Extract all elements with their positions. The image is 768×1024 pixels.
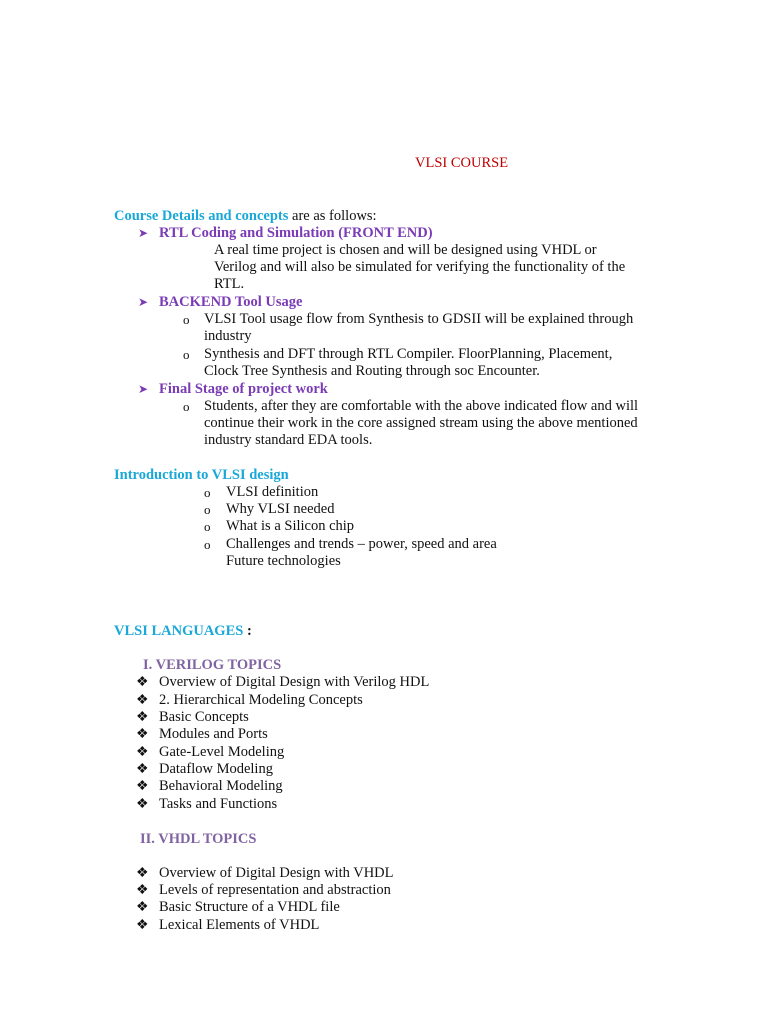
- diamond-bullet-icon: ❖: [136, 762, 149, 777]
- diamond-bullet-icon: ❖: [136, 883, 149, 898]
- verilog-topic: Tasks and Functions: [159, 796, 278, 812]
- circle-bullet-icon: o: [183, 312, 190, 327]
- languages-heading-line: [114, 623, 252, 640]
- circle-bullet-icon: o: [204, 485, 211, 500]
- backend-item-line: VLSI Tool usage flow from Synthesis to GDSII will be explained through: [204, 311, 634, 327]
- diamond-bullet-icon: ❖: [136, 918, 149, 933]
- circle-bullet-icon: o: [183, 399, 190, 414]
- vhdl-topic: Basic Structure of a VHDL file: [159, 899, 340, 915]
- backend-item-line: Synthesis and DFT through RTL Compiler. FloorPlanning, Placement,: [204, 346, 613, 362]
- diamond-bullet-icon: ❖: [136, 710, 149, 725]
- course-details-line: [114, 208, 377, 225]
- arrow-bullet-icon: ➤: [138, 382, 149, 396]
- final-item-line: industry standard EDA tools.: [204, 432, 373, 448]
- diamond-bullet-icon: ❖: [136, 693, 149, 708]
- backend-item-line: Clock Tree Synthesis and Routing through soc Encounter.: [204, 363, 540, 379]
- verilog-topic: Gate-Level Modeling: [159, 744, 285, 760]
- circle-bullet-icon: o: [204, 537, 211, 552]
- course-details-heading: Course Details and concepts: [114, 208, 289, 224]
- diamond-bullet-icon: ❖: [136, 727, 149, 742]
- vhdl-topic: Levels of representation and abstraction: [159, 882, 391, 898]
- verilog-topic: Modules and Ports: [159, 726, 268, 742]
- verilog-topic: 2. Hierarchical Modeling Concepts: [159, 692, 363, 708]
- diamond-bullet-icon: ❖: [136, 900, 149, 915]
- circle-bullet-icon: o: [204, 502, 211, 517]
- diamond-bullet-icon: ❖: [136, 779, 149, 794]
- intro-heading: Introduction to VLSI design: [114, 467, 289, 483]
- verilog-topic: Basic Concepts: [159, 709, 249, 725]
- diamond-bullet-icon: ❖: [136, 675, 149, 690]
- circle-bullet-icon: o: [204, 519, 211, 534]
- arrow-bullet-icon: ➤: [138, 295, 149, 309]
- section-backend-label: BACKEND Tool Usage: [159, 294, 303, 310]
- verilog-topic: Behavioral Modeling: [159, 778, 283, 794]
- diamond-bullet-icon: ❖: [136, 797, 149, 812]
- course-details-suffix: are as follows:: [288, 208, 377, 224]
- languages-heading: VLSI LANGUAGES: [114, 623, 244, 639]
- diamond-bullet-icon: ❖: [136, 745, 149, 760]
- final-item-line: Students, after they are comfortable with the above indicated flow and will: [204, 398, 639, 414]
- section-rtl-line: A real time project is chosen and will be designed using VHDL or: [214, 242, 597, 258]
- vhdl-topic: Overview of Digital Design with VHDL: [159, 865, 394, 881]
- backend-item-line: industry: [204, 328, 252, 344]
- intro-item: Why VLSI needed: [226, 501, 335, 517]
- verilog-topic: Dataflow Modeling: [159, 761, 273, 777]
- intro-item: What is a Silicon chip: [226, 518, 355, 534]
- verilog-heading: I. VERILOG TOPICS: [143, 657, 282, 673]
- intro-item: Challenges and trends – power, speed and area: [226, 536, 497, 552]
- diamond-bullet-icon: ❖: [136, 866, 149, 881]
- final-item-line: continue their work in the core assigned stream using the above mentioned: [204, 415, 638, 431]
- intro-item: VLSI definition: [226, 484, 319, 500]
- section-rtl-label: RTL Coding and Simulation (FRONT END): [159, 225, 433, 241]
- arrow-bullet-icon: ➤: [138, 226, 149, 240]
- circle-bullet-icon: o: [183, 347, 190, 362]
- document-title: VLSI COURSE: [415, 155, 509, 171]
- languages-colon: :: [243, 623, 252, 639]
- section-rtl-line: Verilog and will also be simulated for verifying the functionality of the: [214, 259, 626, 275]
- section-final-label: Final Stage of project work: [159, 381, 328, 397]
- verilog-topic: Overview of Digital Design with Verilog HDL: [159, 674, 430, 690]
- intro-extra-line: Future technologies: [226, 553, 341, 569]
- vhdl-heading: II. VHDL TOPICS: [140, 831, 257, 847]
- section-rtl-line: RTL.: [214, 276, 245, 292]
- vhdl-topic: Lexical Elements of VHDL: [159, 917, 320, 933]
